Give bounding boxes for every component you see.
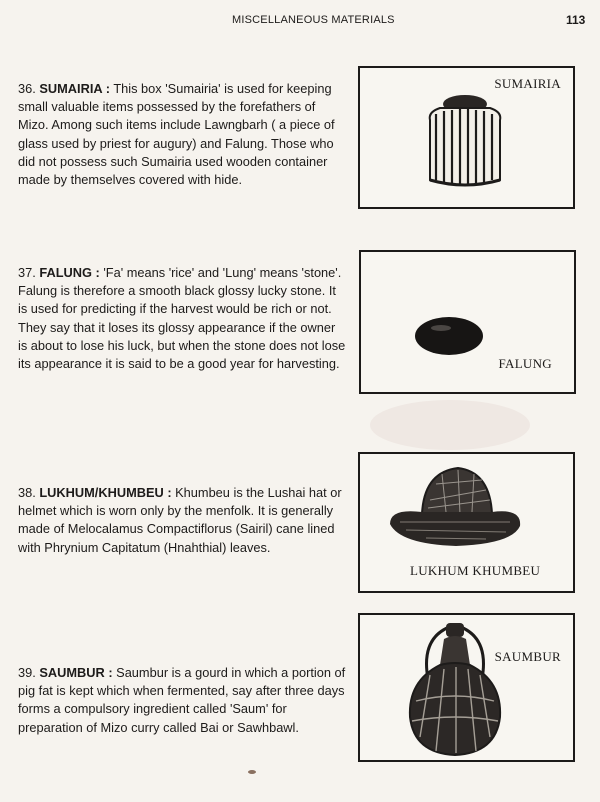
entry-khumbeu: [18, 484, 346, 557]
khumbeu-hat-icon: [386, 460, 526, 560]
sumairia-box-icon: [420, 92, 510, 192]
figure-frame-saumbur: [358, 613, 575, 762]
entry-sumairia: [18, 80, 346, 189]
falung-stone-icon: [411, 312, 491, 362]
entry-number: 38.: [18, 485, 36, 500]
figure-frame-falung: [359, 250, 576, 394]
entry-falung: [18, 264, 346, 373]
running-head: MISCELLANEOUS MATERIALS: [232, 14, 395, 26]
print-speck: [248, 770, 256, 774]
entry-term: FALUNG :: [39, 265, 100, 280]
entry-term: SAUMBUR :: [39, 665, 113, 680]
page-number: 113: [566, 13, 586, 27]
figure-label: SUMAIRIA: [494, 76, 561, 91]
entry-text: Khumbeu is the Lushai hat or helmet which is worn only by the menfolk. It is generally made of Melocalamus Compactiflorus (Sairil) cane lined with Phrynium Capitatum (Hnahthial) leaves.: [18, 485, 342, 555]
saumbur-gourd-icon: [400, 617, 510, 757]
figure-frame-khumbeu: [358, 452, 575, 593]
show-through-stain: [370, 400, 530, 450]
entry-text: Saumbur is a gourd in which a portion of pig fat is kept which when fermented, say after three days forms a compulsory ingredient called 'Saum' for preparation of Mizo curry called Bai or Sawhbawl.: [18, 665, 346, 735]
entry-term: SUMAIRIA :: [39, 81, 110, 96]
figure-frame-sumairia: [358, 66, 575, 209]
entry-saumbur: [18, 664, 346, 737]
entry-number: 36.: [18, 81, 36, 96]
entry-text: 'Fa' means 'rice' and 'Lung' means 'stone'. Falung is therefore a smooth black glossy lucky stone. It is used for predicting if the harvest would be rich or not. They say that it loses its glossy appearance if the owner is about to lose his luck, but when the stone does not lose its appearance it is said to be a good year for harvesting.: [18, 265, 346, 372]
figure-label: FALUNG: [498, 356, 552, 371]
entry-term: LUKHUM/KHUMBEU :: [39, 485, 172, 500]
entry-number: 37.: [18, 265, 36, 280]
figure-label: SAUMBUR: [494, 649, 561, 664]
figure-label: LUKHUM KHUMBEU: [410, 563, 541, 578]
entry-text: This box 'Sumairia' is used for keeping small valuable items possessed by the forefathers of Mizo. Among such items include Lawngbarh ( a piece of glass used by priest for augury) and Falung. Those who did not possess such Sumairia used wooden container made by themselves covered with hide.: [18, 81, 335, 188]
entry-number: 39.: [18, 665, 36, 680]
